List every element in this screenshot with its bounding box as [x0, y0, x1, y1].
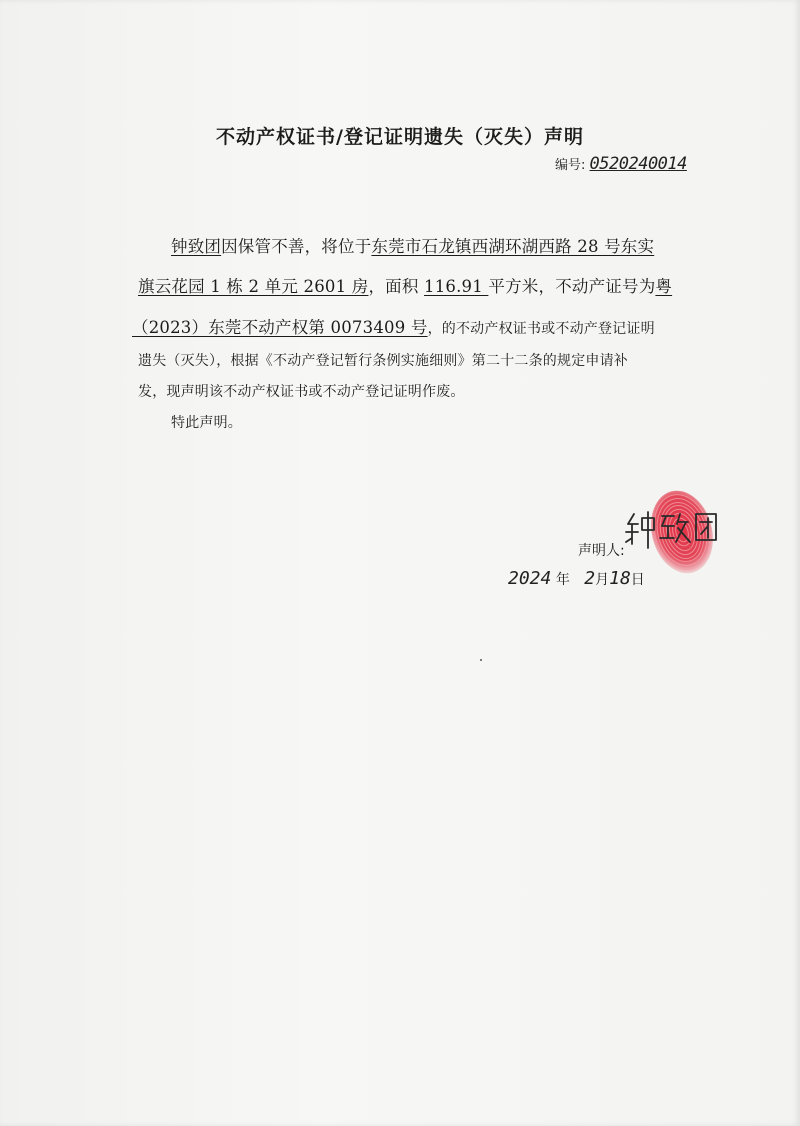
area-prefix: ，面积: [368, 277, 425, 296]
property-address-part2: 旗云花园 1 栋 2 单元 2601 房: [138, 277, 369, 296]
serial-number: [555, 154, 687, 174]
certificate-number-part1: 粤: [655, 277, 673, 296]
fingerprint-mark: [642, 490, 722, 580]
closing-statement: 特此声明。: [171, 415, 242, 431]
date-month: 2: [584, 568, 596, 589]
body-line-1-text: 因保管不善，将位于: [221, 237, 372, 256]
date-day-unit: 日: [630, 572, 645, 588]
date-year-unit: 年: [555, 572, 570, 588]
declarant-label: 声明人:: [578, 543, 625, 559]
date-year: 2024: [508, 568, 552, 589]
body-line-2: [138, 273, 672, 297]
body-line-3-text: ，的不动产权证书或不动产登记证明: [427, 321, 655, 337]
date-day: 18: [609, 568, 631, 589]
paper-speck: [480, 659, 482, 661]
declarant-name: 钟致团: [171, 237, 222, 256]
body-line-1: [171, 233, 654, 257]
serial-label: 编号:: [555, 158, 586, 173]
area-suffix: 平方米，不动产证号为: [488, 277, 656, 296]
property-address-part1: 东莞市石龙镇西湖环湖西路 28 号东实: [371, 237, 655, 256]
date-month-unit: 月: [595, 572, 610, 588]
declaration-date: [508, 568, 645, 589]
property-area: 116.91: [424, 277, 489, 296]
document-title: 不动产权证书/登记证明遗失（灭失）声明: [216, 126, 584, 148]
body-line-5: 发，现声明该不动产权证书或不动产登记证明作废。: [138, 384, 465, 400]
body-line-3: [132, 314, 655, 338]
certificate-number-part2: （2023）东莞不动产权第 0073409 号: [132, 318, 428, 337]
body-line-4: 遗失（灭失），根据《不动产登记暂行条例实施细则》第二十二条的规定申请补: [138, 353, 628, 369]
serial-value: 0520240014: [589, 154, 687, 174]
